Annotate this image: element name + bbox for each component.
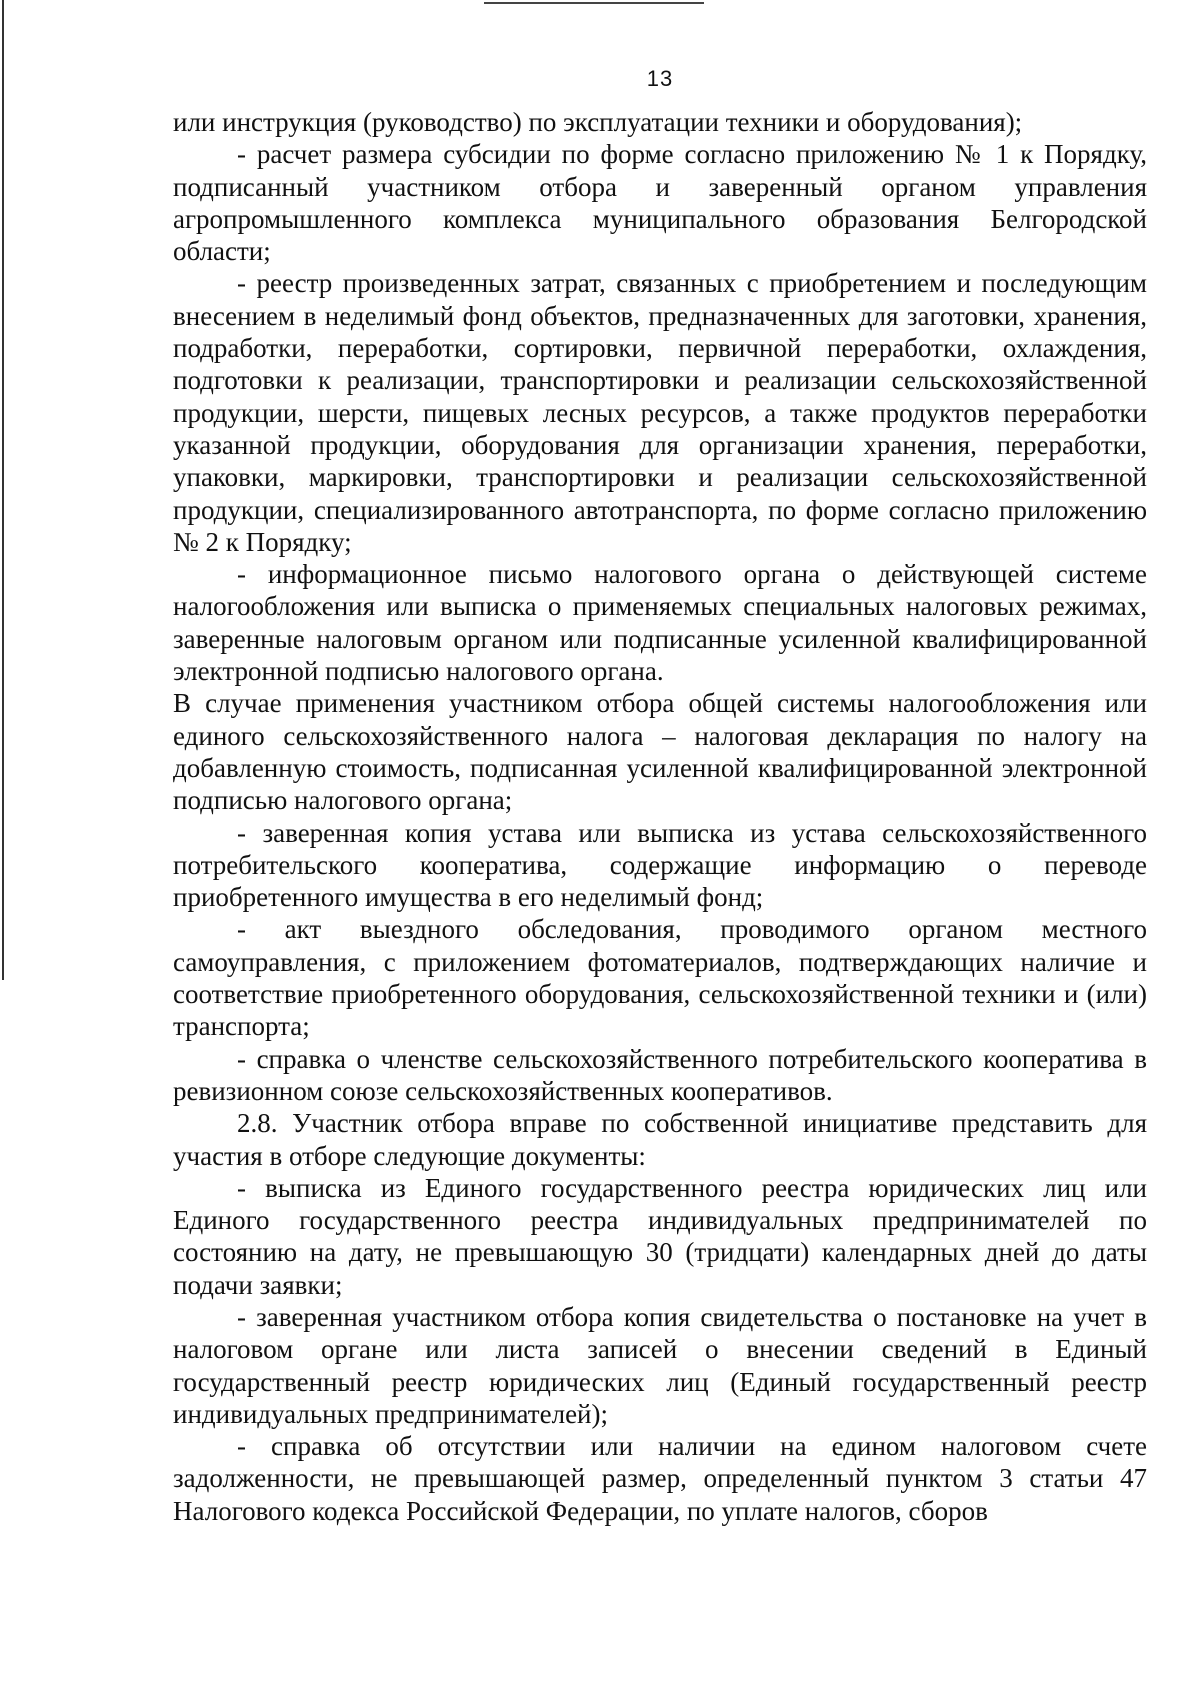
paragraph: - реестр произведенных затрат, связанных с приобретением и последующим внесением в неделимый фонд объектов, предназначенных для заготовки, хранения, подработки, переработки, сортировки, первичной переработки, охлаждения, подготовки к реализации, транспортировки и реализации сельскохозяйственной продукции, шерсти, пищевых лесных ресурсов, а также продуктов переработки указанной продукции, оборудования для организации хранения, переработки, упаковки, маркировки, транспортировки и реализации сельскохозяйственной продукции, специализированного автотранспорта, по форме согласно приложению № 2 к Порядку;: [173, 268, 1147, 557]
paragraph: 2.8. Участник отбора вправе по собственной инициативе представить для участия в отборе следующие документы:: [173, 1108, 1147, 1171]
page-number: 13: [646, 66, 674, 91]
paragraph: - справка о членстве сельскохозяйственного потребительского кооператива в ревизионном союзе сельскохозяйственных кооперативов.: [173, 1043, 1147, 1106]
paragraph: - расчет размера субсидии по форме согласно приложению № 1 к Порядку, подписанный участником отбора и заверенный органом управления агропромышленного комплекса муниципального образования Белгородской области;: [173, 139, 1147, 267]
document-body: [173, 106, 1147, 1527]
top-rule: [484, 2, 704, 4]
paragraph: - выписка из Единого государственного реестра юридических лиц или Единого государственного реестра индивидуальных предпринимателей по состоянию на дату, не превышающую 30 (тридцати) календарных дней до даты подачи заявки;: [173, 1172, 1147, 1300]
paragraph: - справка об отсутствии или наличии на едином налоговом счете задолженности, не превышающей размер, определенный пунктом 3 статьи 47 Налогового кодекса Российской Федерации, по уплате налогов, сборов: [173, 1431, 1147, 1526]
paragraph: или инструкция (руководство) по эксплуатации техники и оборудования);: [173, 107, 1023, 137]
paragraph: - акт выездного обследования, проводимого органом местного самоуправления, с приложением фотоматериалов, подтверждающих наличие и соответствие приобретенного оборудования, сельскохозяйственной техники и (или) транспорта;: [173, 914, 1147, 1042]
paragraph: В случае применения участником отбора общей системы налогообложения или единого сельскохозяйственного налога – налоговая декларация по налогу на добавленную стоимость, подписанная усиленной квалифицированной электронной подписью налогового органа;: [173, 688, 1147, 816]
paragraph: - информационное письмо налогового органа о действующей системе налогообложения или выписка о применяемых специальных налоговых режимах, заверенные налоговым органом или подписанные усиленной квалифицированной электронной подписью налогового органа.: [173, 559, 1147, 687]
paragraph: - заверенная копия устава или выписка из устава сельскохозяйственного потребительского кооператива, содержащие информацию о переводе приобретенного имущества в его неделимый фонд;: [173, 817, 1147, 913]
paragraph: - заверенная участником отбора копия свидетельства о постановке на учет в налоговом органе или листа записей о внесении сведений в Единый государственный реестр юридических лиц (Единый государственный реестр индивидуальных предпринимателей);: [173, 1301, 1147, 1429]
scan-left-edge: [2, 0, 4, 980]
